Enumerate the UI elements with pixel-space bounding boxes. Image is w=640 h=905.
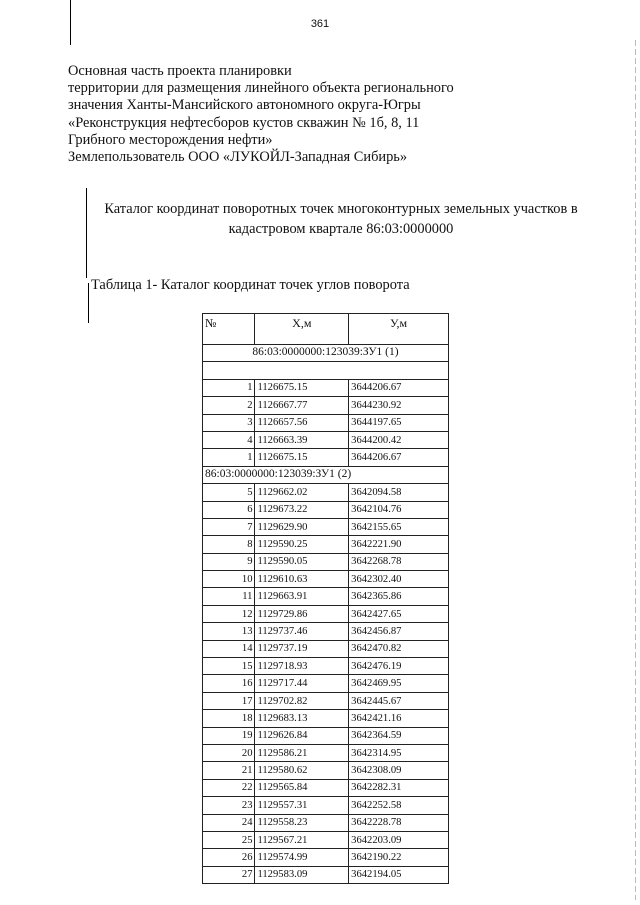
table-row xyxy=(203,797,449,814)
spacer-cell xyxy=(203,362,449,379)
point-number-cell: 22 xyxy=(203,779,255,796)
y-coordinate-cell: 3642194.05 xyxy=(349,866,449,883)
document-header xyxy=(68,63,454,166)
point-number-cell: 21 xyxy=(203,762,255,779)
point-number-cell: 23 xyxy=(203,797,255,814)
y-coordinate-cell: 3642421.16 xyxy=(349,710,449,727)
y-coordinate-cell: 3642104.76 xyxy=(349,501,449,518)
x-coordinate-cell: 1129629.90 xyxy=(255,518,349,535)
point-number-cell: 2 xyxy=(203,397,255,414)
x-coordinate-cell: 1129590.25 xyxy=(255,536,349,553)
y-coordinate-cell: 3642268.78 xyxy=(349,553,449,570)
catalog-title-line: кадастровом квартале 86:03:0000000 xyxy=(228,221,454,237)
point-number-cell: 12 xyxy=(203,605,255,622)
y-coordinate-cell: 3642228.78 xyxy=(349,814,449,831)
x-coordinate-cell: 1126675.15 xyxy=(255,379,349,396)
header-line: «Реконструкция нефтесборов кустов скважин № 1б, 8, 11 xyxy=(68,114,420,131)
point-number-cell: 11 xyxy=(203,588,255,605)
table-row xyxy=(203,866,449,883)
y-coordinate-cell: 3644230.92 xyxy=(349,397,449,414)
table-row xyxy=(203,431,449,448)
scan-edge-line xyxy=(635,40,636,900)
point-number-cell: 7 xyxy=(203,518,255,535)
y-coordinate-cell: 3644206.67 xyxy=(349,379,449,396)
point-number-cell: 25 xyxy=(203,831,255,848)
y-coordinate-cell: 3642252.58 xyxy=(349,797,449,814)
point-number-cell: 16 xyxy=(203,675,255,692)
column-header-x: Х,м xyxy=(255,314,349,345)
x-coordinate-cell: 1129580.62 xyxy=(255,762,349,779)
spacer-row xyxy=(203,362,449,379)
y-coordinate-cell: 3642203.09 xyxy=(349,831,449,848)
table-row xyxy=(203,623,449,640)
point-number-cell: 1 xyxy=(203,379,255,396)
y-coordinate-cell: 3642308.09 xyxy=(349,762,449,779)
table-row xyxy=(203,553,449,570)
header-line: Основная часть проекта планировки xyxy=(68,63,292,79)
catalog-title xyxy=(86,199,596,239)
table-header-row xyxy=(203,314,449,345)
x-coordinate-cell: 1129702.82 xyxy=(255,692,349,709)
table-row xyxy=(203,484,449,501)
header-line: Землепользователь ООО «ЛУКОЙЛ-Западная Сибирь» xyxy=(68,149,408,166)
section-title: 86:03:0000000:123039:ЗУ1 (2) xyxy=(203,466,449,483)
x-coordinate-cell: 1129567.21 xyxy=(255,831,349,848)
y-coordinate-cell: 3642445.67 xyxy=(349,692,449,709)
y-coordinate-cell: 3642456.87 xyxy=(349,623,449,640)
point-number-cell: 9 xyxy=(203,553,255,570)
point-number-cell: 18 xyxy=(203,710,255,727)
point-number-cell: 8 xyxy=(203,536,255,553)
x-coordinate-cell: 1126675.15 xyxy=(255,449,349,466)
table-row xyxy=(203,710,449,727)
column-header-number: № xyxy=(203,314,255,345)
table-row xyxy=(203,501,449,518)
x-coordinate-cell: 1129558.23 xyxy=(255,814,349,831)
table-row xyxy=(203,397,449,414)
x-coordinate-cell: 1129737.19 xyxy=(255,640,349,657)
x-coordinate-cell: 1129662.02 xyxy=(255,484,349,501)
point-number-cell: 17 xyxy=(203,692,255,709)
point-number-cell: 10 xyxy=(203,571,255,588)
table-row xyxy=(203,414,449,431)
x-coordinate-cell: 1129626.84 xyxy=(255,727,349,744)
table-row xyxy=(203,831,449,848)
y-coordinate-cell: 3642190.22 xyxy=(349,849,449,866)
table-row xyxy=(203,449,449,466)
point-number-cell: 5 xyxy=(203,484,255,501)
table-row xyxy=(203,675,449,692)
table-row xyxy=(203,814,449,831)
y-coordinate-cell: 3644206.67 xyxy=(349,449,449,466)
table-row xyxy=(203,727,449,744)
page-number: 361 xyxy=(310,18,330,30)
y-coordinate-cell: 3642302.40 xyxy=(349,571,449,588)
y-coordinate-cell: 3642365.86 xyxy=(349,588,449,605)
table-row xyxy=(203,762,449,779)
x-coordinate-cell: 1129610.63 xyxy=(255,571,349,588)
x-coordinate-cell: 1129565.84 xyxy=(255,779,349,796)
table-row xyxy=(203,692,449,709)
point-number-cell: 19 xyxy=(203,727,255,744)
x-coordinate-cell: 1129586.21 xyxy=(255,744,349,761)
y-coordinate-cell: 3642094.58 xyxy=(349,484,449,501)
y-coordinate-cell: 3644197.65 xyxy=(349,414,449,431)
x-coordinate-cell: 1129590.05 xyxy=(255,553,349,570)
table-body xyxy=(203,345,449,884)
y-coordinate-cell: 3642221.90 xyxy=(349,536,449,553)
point-number-cell: 14 xyxy=(203,640,255,657)
point-number-cell: 26 xyxy=(203,849,255,866)
point-number-cell: 15 xyxy=(203,658,255,675)
table-row xyxy=(203,849,449,866)
x-coordinate-cell: 1129683.13 xyxy=(255,710,349,727)
table-row xyxy=(203,518,449,535)
table-row xyxy=(203,379,449,396)
y-coordinate-cell: 3642314.95 xyxy=(349,744,449,761)
table-row xyxy=(203,536,449,553)
y-coordinate-cell: 3642282.31 xyxy=(349,779,449,796)
point-number-cell: 3 xyxy=(203,414,255,431)
y-coordinate-cell: 3642476.19 xyxy=(349,658,449,675)
x-coordinate-cell: 1129717.44 xyxy=(255,675,349,692)
x-coordinate-cell: 1129574.99 xyxy=(255,849,349,866)
x-coordinate-cell: 1126667.77 xyxy=(255,397,349,414)
table-row xyxy=(203,640,449,657)
x-coordinate-cell: 1129729.86 xyxy=(255,605,349,622)
x-coordinate-cell: 1129737.46 xyxy=(255,623,349,640)
x-coordinate-cell: 1129673.22 xyxy=(255,501,349,518)
x-coordinate-cell: 1126663.39 xyxy=(255,431,349,448)
point-number-cell: 6 xyxy=(203,501,255,518)
y-coordinate-cell: 3642427.65 xyxy=(349,605,449,622)
point-number-cell: 13 xyxy=(203,623,255,640)
header-line: территории для размещения линейного объекта регионального xyxy=(68,80,454,97)
x-coordinate-cell: 1129718.93 xyxy=(255,658,349,675)
section-header-row xyxy=(203,466,449,483)
table-caption: Таблица 1- Каталог координат точек углов поворота xyxy=(91,277,410,293)
y-coordinate-cell: 3642469.95 xyxy=(349,675,449,692)
column-header-y: У,м xyxy=(349,314,449,345)
catalog-title-line: Каталог координат поворотных точек многоконтурных земельных участков в xyxy=(104,201,578,217)
table-row xyxy=(203,658,449,675)
section-title: 86:03:0000000:123039:ЗУ1 (1) xyxy=(203,345,449,362)
point-number-cell: 27 xyxy=(203,866,255,883)
point-number-cell: 24 xyxy=(203,814,255,831)
scan-margin-line xyxy=(88,283,89,323)
header-line: значения Ханты-Мансийского автономного округа-Югры xyxy=(68,97,421,114)
coordinates-table xyxy=(202,313,449,884)
y-coordinate-cell: 3644200.42 xyxy=(349,431,449,448)
x-coordinate-cell: 1129583.09 xyxy=(255,866,349,883)
x-coordinate-cell: 1126657.56 xyxy=(255,414,349,431)
table-row xyxy=(203,744,449,761)
x-coordinate-cell: 1129557.31 xyxy=(255,797,349,814)
table-row xyxy=(203,779,449,796)
y-coordinate-cell: 3642470.82 xyxy=(349,640,449,657)
table-row xyxy=(203,571,449,588)
point-number-cell: 20 xyxy=(203,744,255,761)
table-row xyxy=(203,588,449,605)
point-number-cell: 1 xyxy=(203,449,255,466)
y-coordinate-cell: 3642364.59 xyxy=(349,727,449,744)
point-number-cell: 4 xyxy=(203,431,255,448)
header-line: Грибного месторождения нефти» xyxy=(68,131,273,148)
section-header-row xyxy=(203,345,449,362)
table-row xyxy=(203,605,449,622)
y-coordinate-cell: 3642155.65 xyxy=(349,518,449,535)
x-coordinate-cell: 1129663.91 xyxy=(255,588,349,605)
